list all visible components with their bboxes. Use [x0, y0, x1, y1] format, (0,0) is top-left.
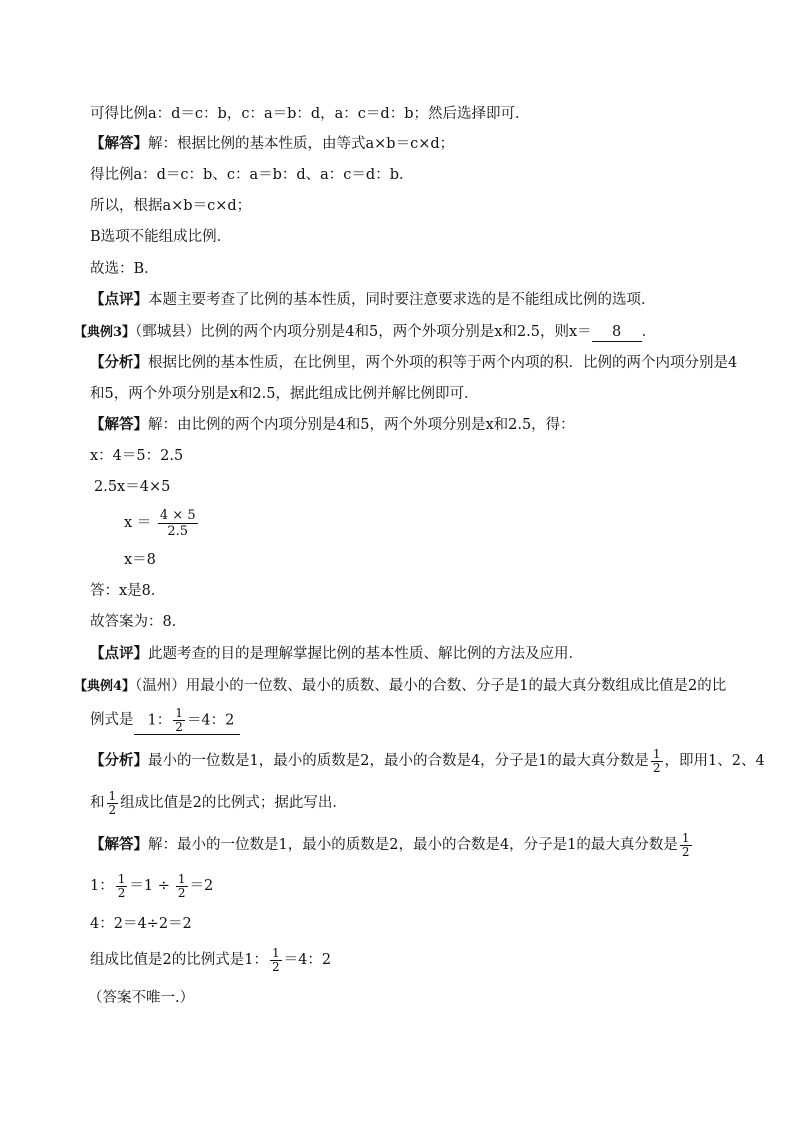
text-line: 故答案为：8． — [90, 614, 187, 630]
denominator: 2 — [175, 719, 183, 734]
numerator: 1 — [117, 871, 126, 886]
question-text: 例式是 — [90, 712, 134, 728]
text-line: 答：x是8． — [90, 583, 166, 599]
numerator: 1 — [177, 871, 186, 886]
fraction — [651, 748, 663, 775]
fraction — [680, 832, 692, 859]
ratio-part: ＝1 ÷ — [129, 878, 170, 894]
answer-line — [90, 134, 454, 154]
denominator: 2 — [652, 760, 661, 775]
section-tag: 【点评】 — [90, 645, 148, 662]
calc-line — [90, 870, 213, 902]
text: 组成比值是2的比例式是1： — [90, 952, 268, 968]
equation-lhs: x ＝ — [124, 515, 152, 531]
analysis-text: 根据比例的基本性质，在比例里，两个外项的积等于两个内项的积．比例的两个内项分别是4 — [148, 355, 738, 371]
ratio-part: ＝2 — [189, 878, 214, 894]
text-line: B选项不能组成比例． — [90, 229, 232, 245]
answer-blank: 8 — [592, 323, 642, 342]
answer-line — [90, 829, 694, 861]
answer-text: 解：由比例的两个内项分别是4和5，两个外项分别是x和2.5，得： — [148, 417, 575, 433]
step-line: 2.5x＝4×5 — [94, 479, 171, 495]
section-tag: 【点评】 — [90, 291, 148, 308]
text: 组成比值是2的比例式；据此写出． — [120, 795, 347, 811]
denominator: 2.5 — [158, 523, 198, 539]
denominator: 2 — [108, 802, 117, 817]
comment-line — [90, 644, 583, 664]
step-line: x＝8 — [124, 552, 156, 568]
numerator: 1 — [271, 945, 280, 960]
numerator: 1 — [681, 830, 690, 845]
question-text: （温州）用最小的一位数、最小的质数、最小的合数、分子是1的最大真分数组成比值是2的比 — [135, 678, 727, 694]
text-line: 故选：B． — [90, 261, 159, 277]
denominator: 2 — [177, 885, 186, 900]
fraction — [116, 873, 128, 900]
fraction — [270, 947, 282, 974]
denominator: 2 — [117, 885, 126, 900]
step-line-fraction — [124, 506, 200, 540]
example-3-question — [74, 322, 656, 343]
answer-text: 解：根据比例的基本性质，由等式a×b＝c×d； — [148, 136, 455, 152]
question-line-2 — [90, 705, 240, 735]
ratio-part: 1： — [147, 712, 172, 728]
text: 和 — [90, 795, 105, 811]
example-4-question — [74, 676, 726, 697]
calc-line: 4：2＝4÷2＝2 — [90, 916, 192, 932]
text-line: 得比例a：d＝c：b、c：a＝b：d、a：c＝d：b． — [90, 167, 414, 183]
section-tag: 【解答】 — [90, 416, 148, 433]
step-line: x：4＝5：2.5 — [90, 448, 184, 464]
text-line: 所以，根据a×b＝c×d； — [90, 198, 252, 214]
denominator: 2 — [681, 844, 690, 859]
numerator: 4 × 5 — [159, 507, 196, 523]
fraction — [173, 707, 185, 734]
ratio-part: ＝4：2 — [186, 712, 235, 728]
section-tag: 【解答】 — [90, 836, 148, 853]
analysis-text: ，即用1、2、4 — [664, 753, 765, 769]
denominator: 2 — [271, 959, 280, 974]
ratio-part: 1： — [90, 878, 114, 894]
comment-text: 本题主要考查了比例的基本性质，同时要注意要求选的是不能组成比例的选项． — [148, 292, 656, 308]
example-tag: 【典例4】 — [74, 679, 136, 694]
section-tag: 【分析】 — [90, 354, 148, 371]
numerator: 1 — [175, 705, 183, 720]
numerator: 1 — [652, 746, 661, 761]
example-tag: 【典例3】 — [74, 325, 136, 340]
answer-text: 解：最小的一位数是1，最小的质数是2，最小的合数是4，分子是1的最大真分数是 — [148, 837, 678, 853]
fraction — [158, 508, 198, 539]
text-line: 和5，两个外项分别是x和2.5，据此组成比例并解比例即可． — [90, 386, 479, 402]
question-text: （鄄城县）比例的两个内项分别是4和5，两个外项分别是x和2.5，则x＝ — [135, 324, 592, 340]
analysis-line — [90, 353, 737, 373]
answer-blank — [134, 707, 241, 735]
text-line: 可得比例a：d＝c：b，c：a＝b：d，a：c＝d：b；然后选择即可． — [90, 106, 530, 122]
note-line: （答案不唯一.） — [88, 990, 195, 1006]
text: ＝4：2 — [283, 952, 332, 968]
comment-line — [90, 290, 656, 310]
text-line — [90, 787, 347, 819]
end-mark: ． — [641, 324, 657, 340]
numerator: 1 — [108, 788, 117, 803]
section-tag: 【分析】 — [90, 752, 148, 769]
analysis-text: 最小的一位数是1，最小的质数是2，最小的合数是4，分子是1的最大真分数是 — [148, 753, 649, 769]
answer-line — [90, 415, 575, 435]
section-tag: 【解答】 — [90, 135, 148, 152]
fraction — [107, 790, 119, 817]
analysis-line — [90, 745, 765, 777]
fraction — [176, 873, 188, 900]
comment-text: 此题考查的目的是理解掌握比例的基本性质、解比例的方法及应用． — [148, 646, 583, 662]
calc-line — [90, 944, 331, 976]
